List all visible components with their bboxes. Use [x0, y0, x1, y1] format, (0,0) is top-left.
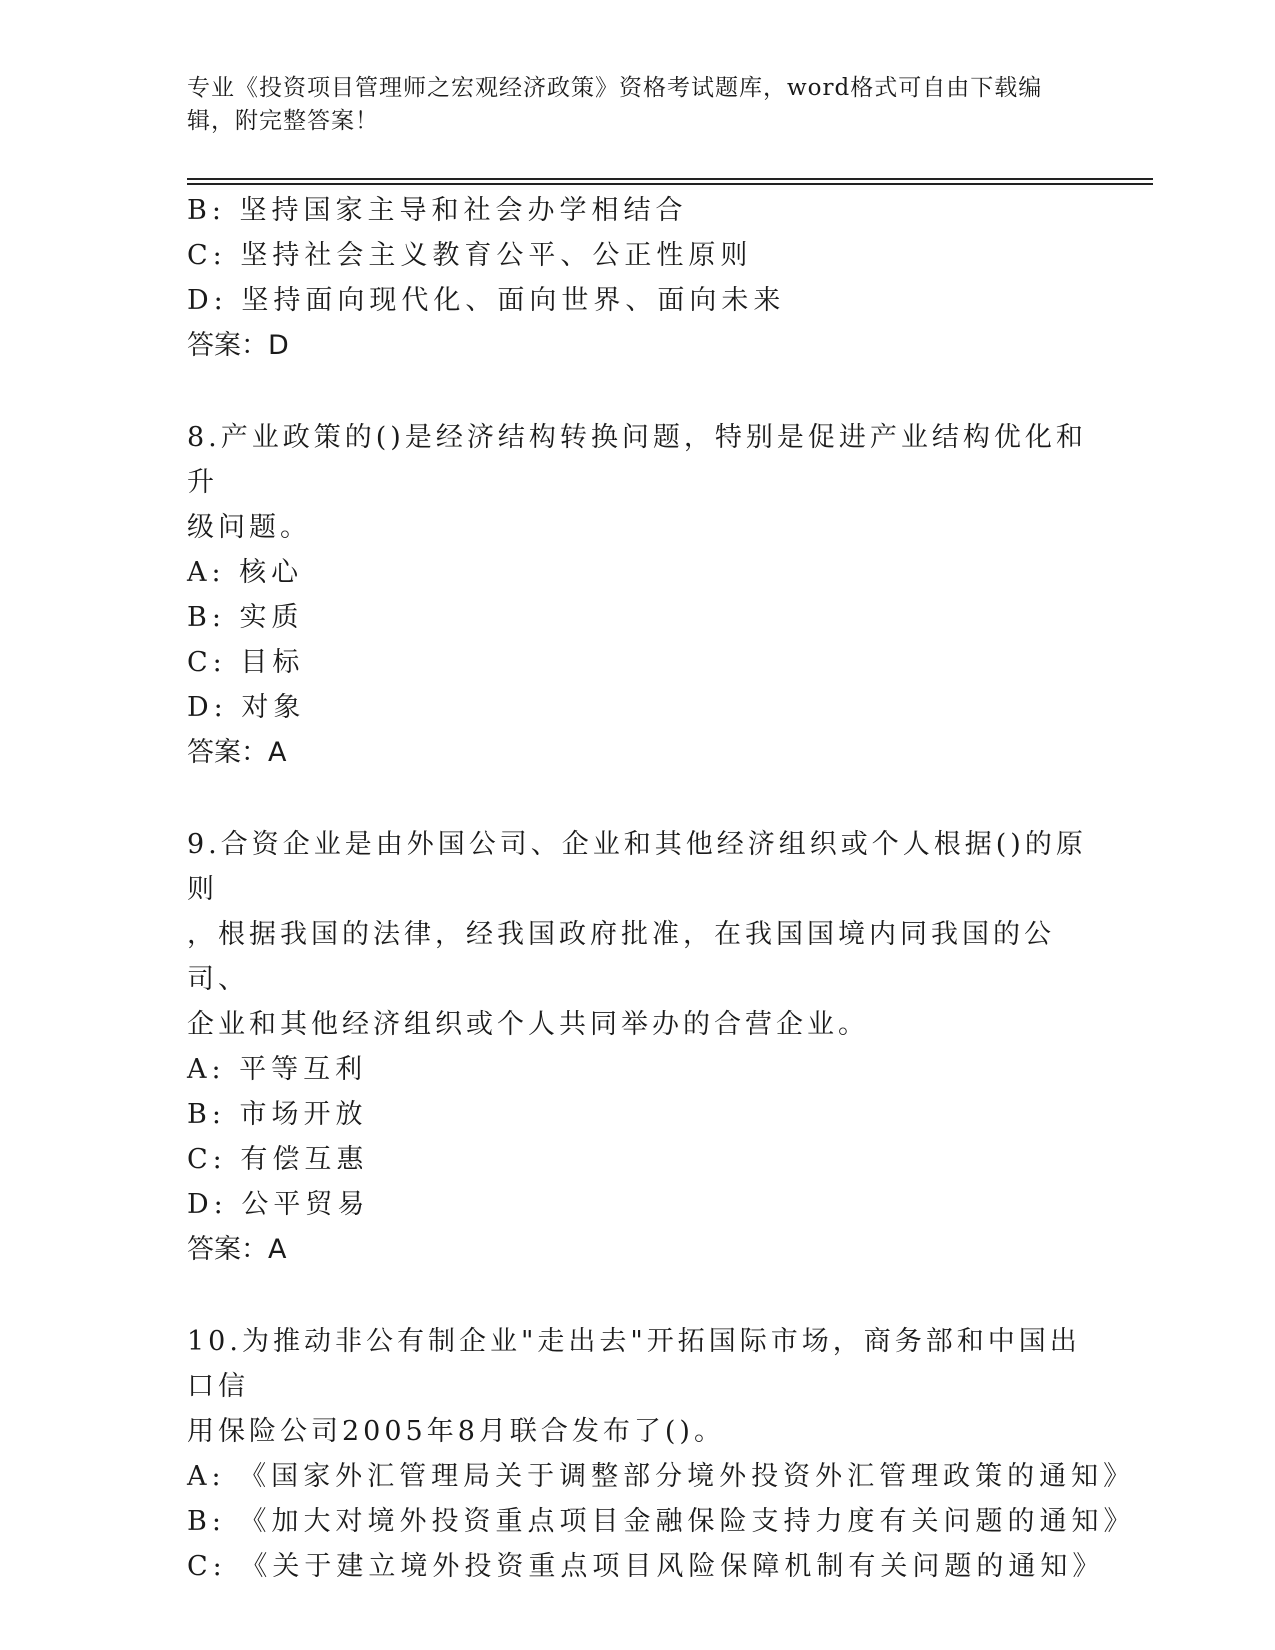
option-c: C: 有偿互惠 — [187, 1144, 369, 1175]
option-c: C: 《关于建立境外投资重点项目风险保障机制有关问题的通知》 — [187, 1551, 1105, 1582]
question-text-line: 级问题。 — [187, 512, 311, 543]
question-10 — [187, 1319, 1136, 1589]
question-text-line: 9.合资企业是由外国公司、企业和其他经济组织或个人根据()的原则 — [187, 829, 1087, 905]
option-a: A: 《国家外汇管理局关于调整部分境外投资外汇管理政策的通知》 — [187, 1461, 1136, 1492]
question-text-line: 企业和其他经济组织或个人共同举办的合营企业。 — [187, 1009, 869, 1040]
question-text-line: 10.为推动非公有制企业"走出去"开拓国际市场，商务部和中国出口信 — [187, 1326, 1081, 1402]
question-content — [187, 188, 1136, 1589]
option-b: B: 《加大对境外投资重点项目金融保险支持力度有关问题的通知》 — [187, 1506, 1136, 1537]
answer: 答案：A — [187, 737, 287, 768]
option-d: D: 公平贸易 — [187, 1189, 370, 1220]
option-b: B: 坚持国家主导和社会办学相结合 — [187, 195, 688, 226]
question-9 — [187, 822, 1087, 1272]
question-text-line: 8.产业政策的()是经济结构转换问题，特别是促进产业结构优化和升 — [187, 422, 1087, 498]
header-rule-bottom — [187, 183, 1153, 185]
option-b: B: 实质 — [187, 602, 304, 633]
option-a: A: 平等互利 — [187, 1054, 368, 1085]
option-d: D: 坚持面向现代化、面向世界、面向未来 — [187, 285, 786, 316]
prev-question — [187, 188, 1087, 368]
option-b: B: 市场开放 — [187, 1099, 368, 1130]
question-8 — [187, 415, 1087, 775]
header-line-1: 专业《投资项目管理师之宏观经济政策》资格考试题库，word格式可自由下载编 — [187, 75, 1043, 101]
question-text-line: ，根据我国的法律，经我国政府批准，在我国国境内同我国的公司、 — [187, 919, 1055, 995]
option-c: C: 坚持社会主义教育公平、公正性原则 — [187, 240, 753, 271]
header-line-2: 辑，附完整答案！ — [187, 108, 379, 134]
answer: 答案：A — [187, 1234, 287, 1265]
header-rule-top — [187, 178, 1153, 180]
option-a: A: 核心 — [187, 557, 304, 588]
page-header — [187, 72, 1087, 138]
option-c: C: 目标 — [187, 647, 305, 678]
answer: 答案：D — [187, 330, 289, 361]
question-text-line: 用保险公司2005年8月联合发布了()。 — [187, 1416, 725, 1447]
option-d: D: 对象 — [187, 692, 306, 723]
